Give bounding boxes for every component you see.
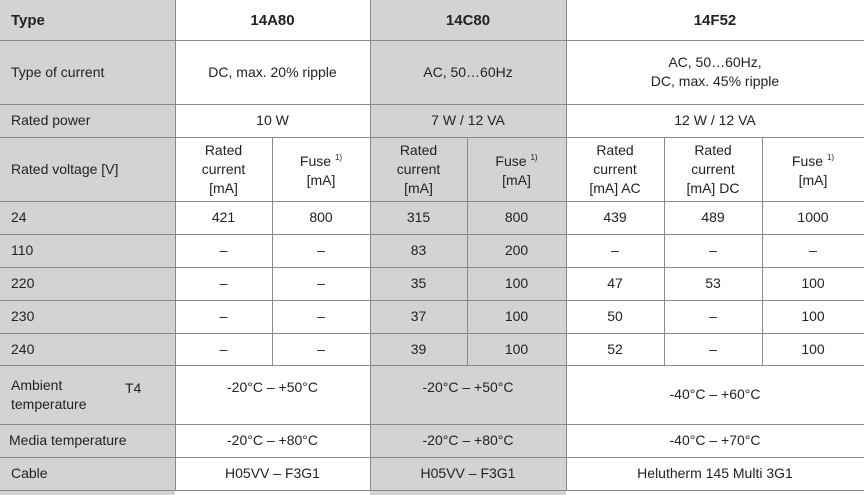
voltage-value: 230: [11, 308, 35, 324]
table-cell: 421: [211, 209, 236, 225]
table-cell: 52: [607, 341, 623, 357]
table-cell: –: [709, 242, 717, 258]
row-divider: [0, 40, 864, 41]
subheader-14a80-current: [175, 137, 272, 201]
rated-power-label: Rated power: [11, 112, 91, 128]
table-cell: 53: [705, 275, 721, 291]
subheader-line: Rated: [399, 141, 438, 158]
rated-power-14c80: 7 W / 12 VA: [431, 112, 505, 128]
subheader-line: [mA]: [798, 172, 828, 188]
ambient-label: [0, 365, 175, 424]
media-temp-14a80: -20°C – +80°C: [227, 432, 318, 448]
subheader-line: Rated: [694, 141, 732, 158]
voltage-value: 24: [11, 209, 27, 225]
column-divider: [272, 137, 273, 365]
table-cell: 50: [607, 308, 623, 324]
header-14c80: 14C80: [445, 11, 491, 29]
row-divider: [0, 267, 864, 268]
subheader-line: [mA] DC: [686, 179, 740, 196]
row-divider: [0, 457, 864, 458]
ambient-14a80: -20°C – +50°C: [227, 378, 318, 395]
column-divider: [762, 137, 763, 365]
row-divider: [0, 365, 864, 366]
table-cell: –: [611, 242, 619, 258]
row-divider: [0, 201, 864, 202]
table-cell: –: [219, 341, 228, 357]
fuse-text: Fuse: [495, 153, 527, 169]
header-14a80: 14A80: [250, 11, 295, 29]
subheader-line: [300, 148, 342, 171]
row-divider: [0, 424, 864, 425]
row-divider: [0, 490, 864, 491]
footnote-mark: 1): [530, 153, 538, 162]
subheader-line: [495, 148, 537, 171]
subheader-line: [mA]: [306, 172, 336, 188]
cable-14f52: Helutherm 145 Multi 3G1: [637, 465, 793, 481]
column-divider: [664, 137, 665, 365]
table-cell: 37: [410, 308, 427, 324]
ambient-label-line1: Ambient: [11, 376, 63, 393]
subheader-line: [mA] AC: [589, 179, 641, 196]
table-cell: 800: [309, 209, 333, 225]
table-cell: –: [709, 308, 717, 324]
subheader-line: current: [593, 160, 637, 177]
subheader-line: current: [396, 160, 441, 177]
table-cell: –: [317, 308, 325, 324]
cable-label: Cable: [11, 465, 48, 481]
subheader-14c80-fuse: [467, 137, 566, 201]
fuse-text: Fuse: [791, 153, 824, 169]
ambient-label-line2: temperature: [11, 395, 87, 412]
subheader-line: current: [201, 160, 246, 177]
footnote-mark: 1): [826, 153, 835, 162]
table-cell: 100: [504, 275, 529, 291]
ambient-14f52: -40°C – +60°C: [669, 386, 761, 402]
column-divider: [566, 0, 567, 490]
current-type-14f52-line2: DC, max. 45% ripple: [650, 73, 780, 89]
subheader-14f52-fuse: [762, 137, 864, 201]
row-divider: [0, 300, 864, 301]
table-cell: 800: [504, 209, 529, 225]
subheader-line: [mA]: [404, 179, 433, 196]
subheader-line: [mA]: [502, 172, 531, 188]
subheader-line: [792, 148, 834, 171]
current-type-14f52-line1: AC, 50…60Hz,: [668, 54, 762, 70]
table-cell: 47: [607, 275, 623, 291]
table-cell: 100: [801, 341, 825, 357]
fuse-text: Fuse: [299, 153, 332, 169]
table-cell: 1000: [797, 209, 829, 225]
row-divider: [0, 137, 864, 138]
rated-power-14a80: 10 W: [256, 112, 289, 128]
subheader-14f52-ac: [566, 137, 664, 201]
table-cell: –: [709, 341, 717, 357]
table-cell: 439: [603, 209, 627, 225]
column-divider: [175, 0, 176, 490]
subheader-line: [mA]: [209, 179, 238, 196]
current-type-label: Type of current: [11, 63, 105, 80]
table-cell: –: [809, 242, 817, 258]
cable-14a80: H05VV – F3G1: [225, 465, 320, 481]
column-divider: [370, 0, 371, 490]
row-divider: [0, 333, 864, 334]
subheader-14f52-dc: [664, 137, 762, 201]
row-divider: [0, 234, 864, 235]
table-cell: –: [219, 308, 228, 324]
column-divider: [467, 137, 468, 365]
rated-voltage-label: Rated voltage [V]: [11, 160, 119, 177]
subheader-line: current: [691, 160, 735, 177]
table-cell: 100: [504, 341, 529, 357]
table-cell: 489: [701, 209, 725, 225]
table-cell: –: [219, 242, 228, 258]
subheader-line: Rated: [596, 141, 634, 158]
table-cell: 200: [504, 242, 529, 258]
table-cell: –: [317, 242, 325, 258]
cable-14c80: H05VV – F3G1: [420, 465, 516, 481]
table-cell: –: [219, 275, 228, 291]
table-cell: –: [317, 275, 325, 291]
media-temp-14c80: -20°C – +80°C: [422, 432, 514, 448]
table-cell: 39: [410, 341, 427, 357]
subheader-line: Rated: [204, 141, 243, 158]
table-cell: 100: [801, 275, 825, 291]
current-type-14c80: AC, 50…60Hz: [423, 63, 513, 80]
table-cell: –: [317, 341, 325, 357]
header-14f52: 14F52: [693, 11, 737, 29]
table-cell: 83: [410, 242, 427, 258]
media-temp-label: Media temperature: [9, 432, 127, 448]
ambient-14c80: -20°C – +50°C: [422, 378, 514, 395]
table-cell: 100: [504, 308, 529, 324]
voltage-value: 240: [11, 341, 35, 357]
current-type-14a80: DC, max. 20% ripple: [208, 63, 337, 80]
media-temp-14f52: -40°C – +70°C: [669, 432, 761, 448]
voltage-value: 220: [11, 275, 35, 291]
rated-power-14f52: 12 W / 12 VA: [674, 112, 756, 128]
table-cell: 100: [801, 308, 825, 324]
subheader-14a80-fuse: [272, 137, 370, 201]
subheader-14c80-current: [370, 137, 467, 201]
table-cell: 35: [410, 275, 427, 291]
voltage-value: 110: [11, 242, 34, 258]
row-divider: [0, 104, 864, 105]
type-header: Type: [11, 11, 45, 29]
footnote-mark: 1): [334, 153, 343, 162]
table-cell: 315: [406, 209, 431, 225]
current-type-14f52: [566, 40, 864, 104]
temperature-class: T4: [125, 380, 142, 396]
